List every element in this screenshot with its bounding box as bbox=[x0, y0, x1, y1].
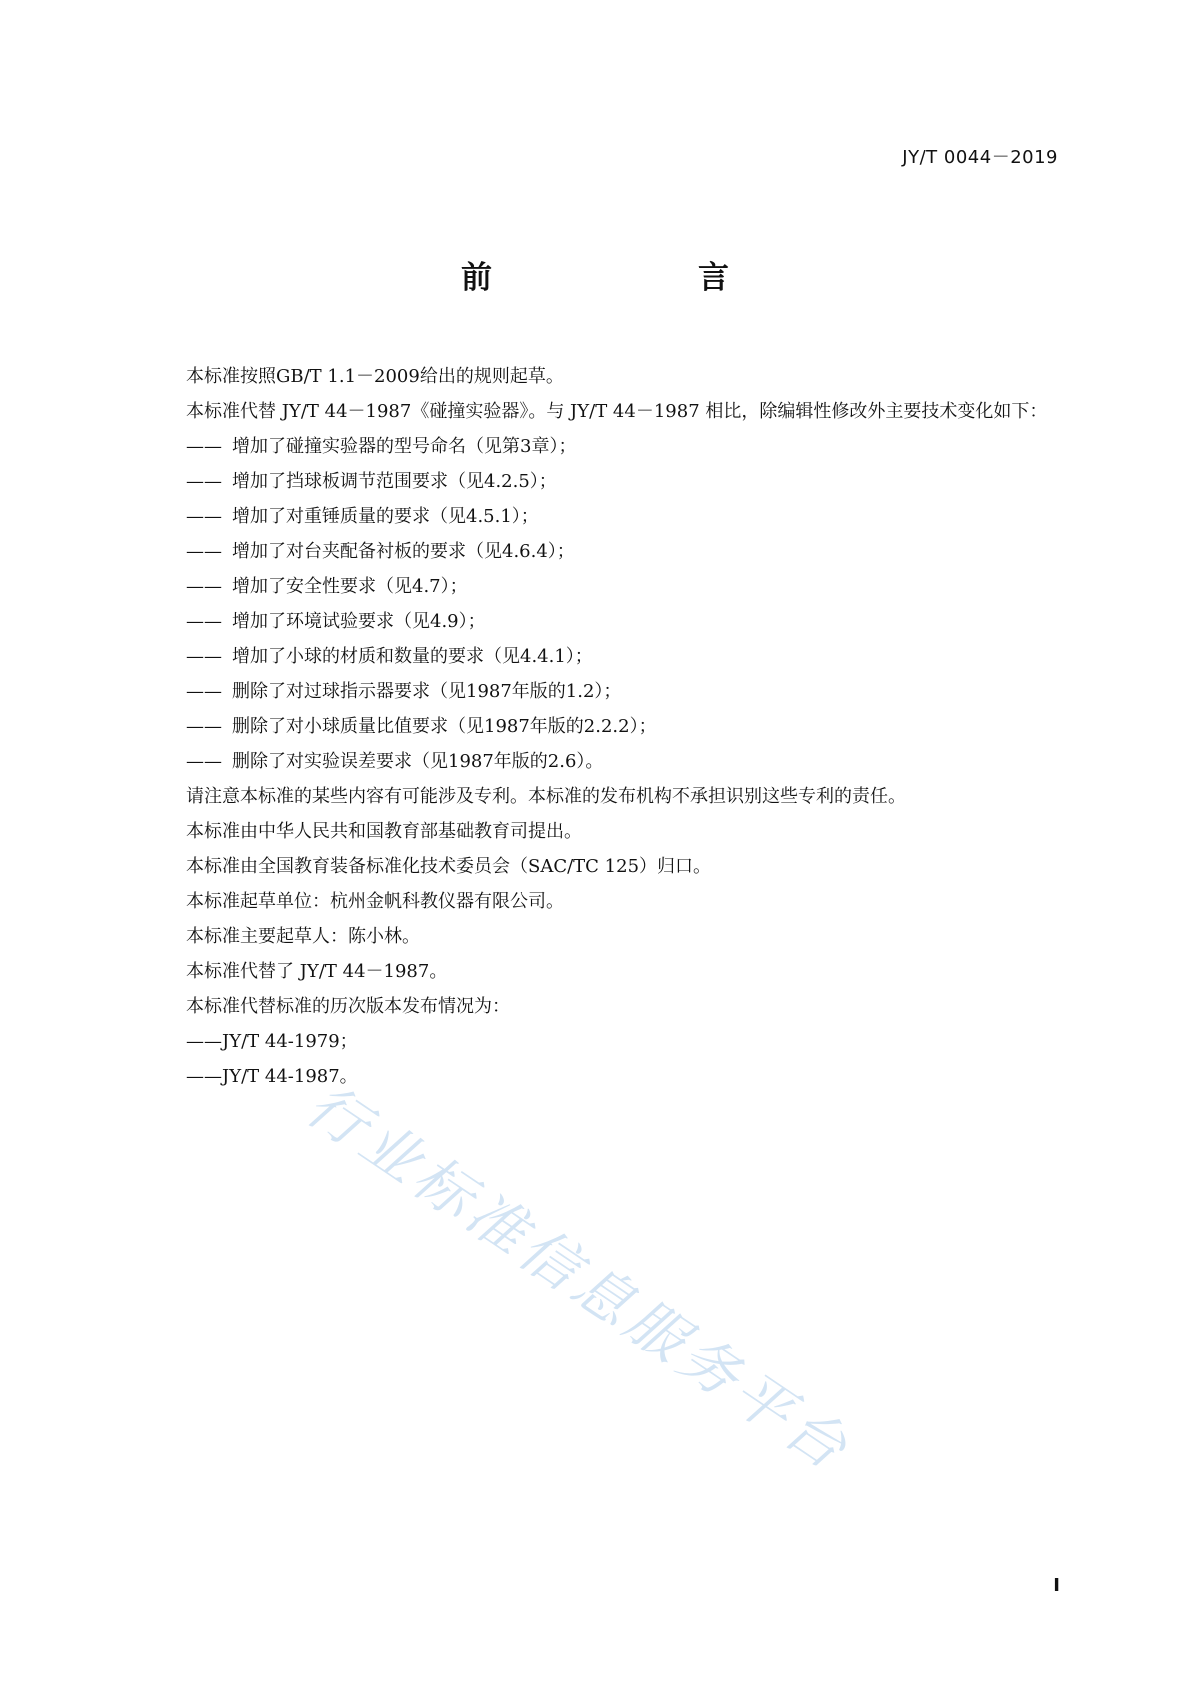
dash-marker: —— bbox=[186, 611, 222, 632]
list-item bbox=[145, 744, 1080, 779]
dash-marker: —— bbox=[186, 436, 222, 457]
change-text: 删除了对小球质量比值要求（见1987年版的2.2.2）； bbox=[232, 716, 657, 737]
patent-statement: 请注意本标准的某些内容有可能涉及专利。本标准的发布机构不承担识别这些专利的责任。 bbox=[186, 786, 906, 807]
change-text: 删除了对过球指示器要求（见1987年版的1.2）； bbox=[232, 681, 622, 702]
change-text: 增加了安全性要求（见4.7）； bbox=[232, 576, 468, 597]
watermark: 行业标准信息服务平台 bbox=[294, 1070, 864, 1486]
proposed-by-statement: 本标准由中华人民共和国教育部基础教育司提出。 bbox=[186, 821, 582, 842]
history-intro: 本标准代替标准的历次版本发布情况为： bbox=[186, 996, 510, 1017]
history-item: ——JY/T 44-1979； bbox=[186, 1031, 358, 1052]
list-item bbox=[145, 569, 1080, 604]
page-title: 前 言 bbox=[461, 260, 777, 296]
list-item bbox=[145, 639, 1080, 674]
change-text: 增加了对台夹配备衬板的要求（见4.6.4）； bbox=[232, 541, 575, 562]
standard-code: JY/T 0044－2019 bbox=[902, 147, 1058, 168]
foreword-body bbox=[145, 359, 1080, 1094]
list-item bbox=[145, 464, 1080, 499]
list-item bbox=[145, 429, 1080, 464]
dash-marker: —— bbox=[186, 716, 222, 737]
centralized-by-statement: 本标准由全国教育装备标准化技术委员会（SAC/TC 125）归口。 bbox=[186, 856, 712, 877]
dash-marker: —— bbox=[186, 506, 222, 527]
technical-changes-list bbox=[145, 429, 1080, 779]
list-item bbox=[145, 674, 1080, 709]
list-item bbox=[145, 499, 1080, 534]
replacement-paragraph: 本标准代替 JY/T 44－1987《碰撞实验器》。与 JY/T 44－1987 相比，除编辑性修改外主要技术变化如下： bbox=[186, 401, 1048, 422]
page-number: I bbox=[1053, 1575, 1060, 1596]
change-text: 增加了对重锤质量的要求（见4.5.1）； bbox=[232, 506, 539, 527]
change-text: 删除了对实验误差要求（见1987年版的2.6）。 bbox=[232, 751, 604, 772]
list-item bbox=[145, 709, 1080, 744]
change-text: 增加了挡球板调节范围要求（见4.2.5）； bbox=[232, 471, 557, 492]
dash-marker: —— bbox=[186, 681, 222, 702]
drafting-unit-statement: 本标准起草单位：杭州金帆科教仪器有限公司。 bbox=[186, 891, 564, 912]
replaces-statement: 本标准代替了 JY/T 44－1987。 bbox=[186, 961, 448, 982]
list-item bbox=[145, 534, 1080, 569]
dash-marker: —— bbox=[186, 541, 222, 562]
list-item bbox=[145, 604, 1080, 639]
main-drafter-statement: 本标准主要起草人：陈小林。 bbox=[186, 926, 420, 947]
change-text: 增加了碰撞实验器的型号命名（见第3章）； bbox=[232, 436, 577, 457]
dash-marker: —— bbox=[186, 471, 222, 492]
dash-marker: —— bbox=[186, 646, 222, 667]
drafting-rules-paragraph: 本标准按照GB/T 1.1－2009给出的规则起草。 bbox=[186, 366, 564, 387]
change-text: 增加了小球的材质和数量的要求（见4.4.1）； bbox=[232, 646, 593, 667]
dash-marker: —— bbox=[186, 751, 222, 772]
dash-marker: —— bbox=[186, 576, 222, 597]
history-item: ——JY/T 44-1987。 bbox=[186, 1066, 358, 1087]
change-text: 增加了环境试验要求（见4.9）； bbox=[232, 611, 486, 632]
